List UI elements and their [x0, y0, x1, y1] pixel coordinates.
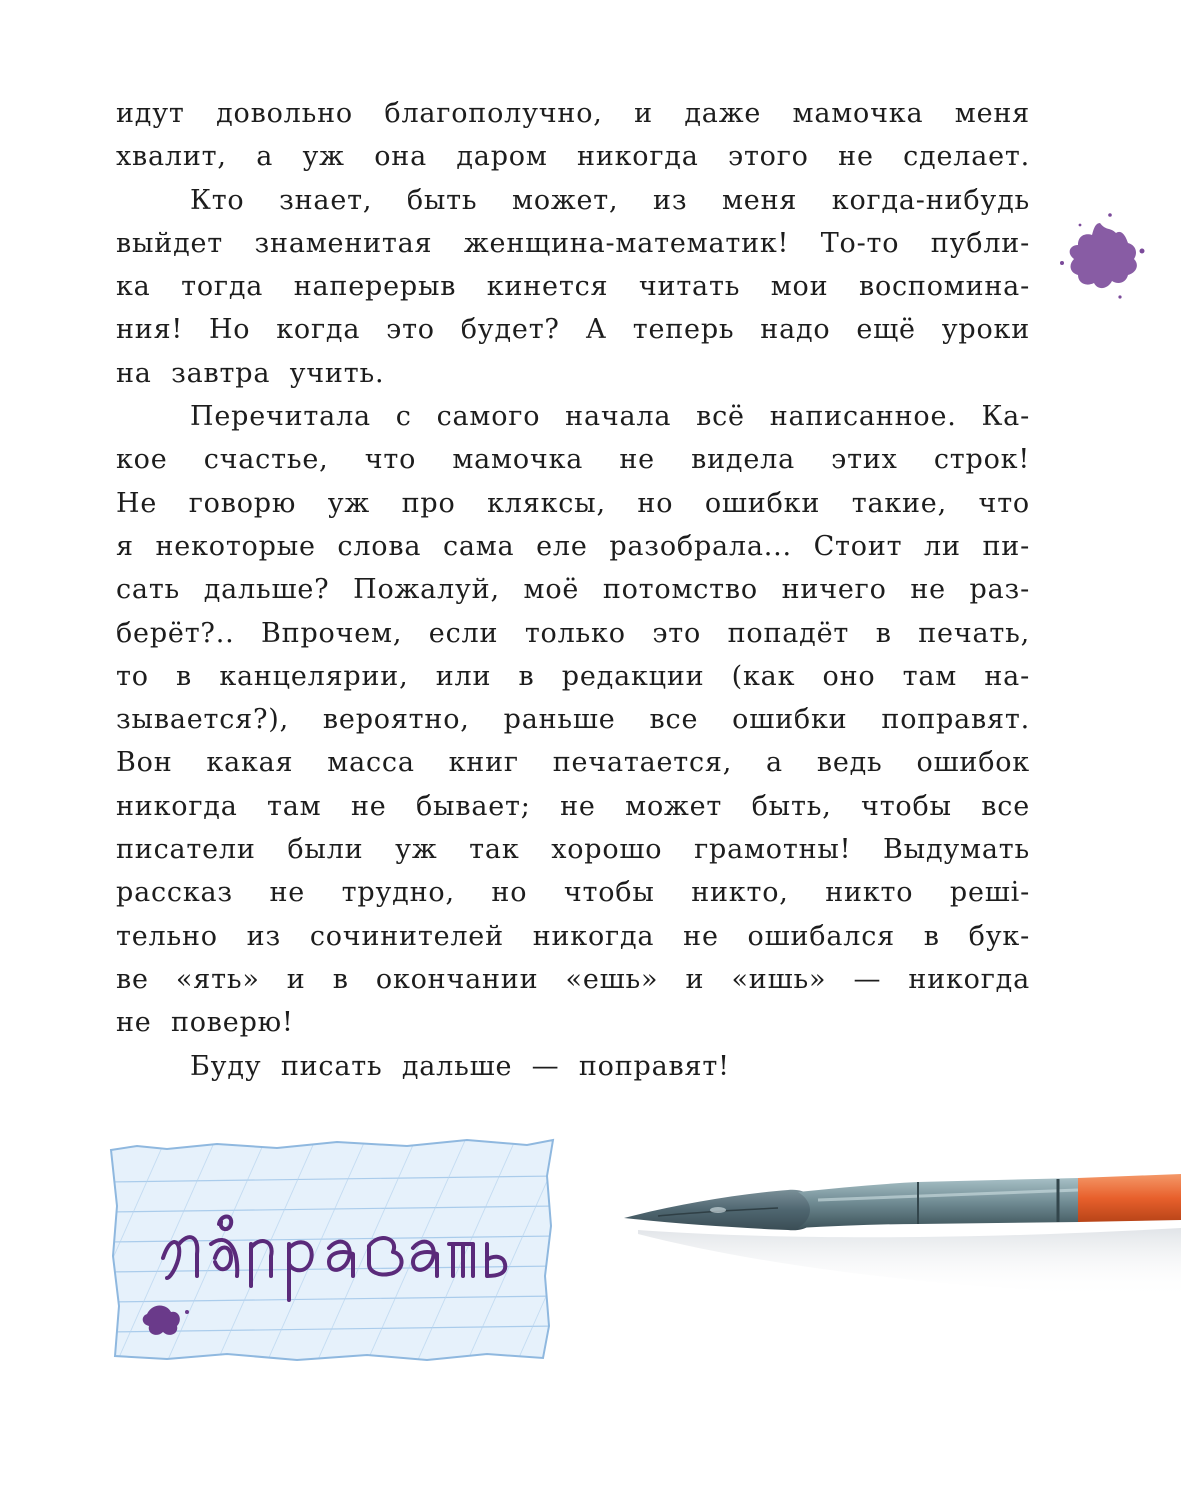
text-line-19: рассказ не трудно, но чтобы никто, никто решi- — [116, 877, 1030, 909]
text-line-2: хвалит, а уж она даром никогда этого не сделает. — [116, 141, 1030, 173]
text-line-20: тельно из сочинителей никогда не ошибался в бук- — [116, 920, 1030, 952]
text-line-18: писатели были уж так хорошо грамотны! Выдумать — [116, 834, 1030, 866]
handwritten-note-card — [107, 1136, 557, 1362]
text-line-22: не поверю! — [116, 1007, 294, 1039]
text-line-12: сать дальше? Пожалуй, моё потомство ничего не раз- — [116, 574, 1030, 606]
body-text — [116, 92, 1030, 1088]
text-line-11: я некоторые слова сама еле разобрала... Стоит ли пи- — [116, 530, 1030, 562]
text-line-17: никогда там не бывает; не может быть, чтобы все — [116, 790, 1030, 822]
text-line-8: Перечитала с самого начала всё написанное. Ка- — [190, 401, 1030, 433]
text-line-15: зывается?), вероятно, раньше все ошибки поправят. — [116, 704, 1030, 736]
dip-pen-icon — [618, 1170, 1181, 1300]
text-line-3: Кто знает, быть может, из меня когда-нибудь — [190, 184, 1030, 216]
text-line-14: то в канцелярии, или в редакции (как оно там на- — [116, 660, 1030, 692]
text-line-1: идут довольно благополучно, и даже мамочка меня — [116, 98, 1030, 129]
text-line-7: на завтра учить. — [116, 357, 385, 389]
text-line-21: ве «ять» и в окончании «ешь» и «ишь» — никогда — [116, 963, 1030, 995]
text-line-5: ка тогда наперерыв кинется читать мои воспомина- — [116, 271, 1030, 303]
ink-blot-icon — [1050, 205, 1150, 305]
text-line-4: выйдет знаменитая женщина-математик! То-то публи- — [116, 227, 1030, 259]
text-line-23: Буду писать дальше — поправят! — [190, 1050, 730, 1082]
text-line-16: Вон какая масса книг печатается, а ведь ошибок — [116, 747, 1030, 779]
text-line-9: кое счастье, что мамочка не видела этих строк! — [116, 444, 1030, 476]
text-line-6: ния! Но когда это будет? А теперь надо ещё уроки — [116, 314, 1030, 346]
text-line-13: берёт?.. Впрочем, если только это попадёт в печать, — [116, 617, 1030, 649]
text-line-10: Не говорю уж про кляксы, но ошибки такие, что — [116, 487, 1030, 519]
